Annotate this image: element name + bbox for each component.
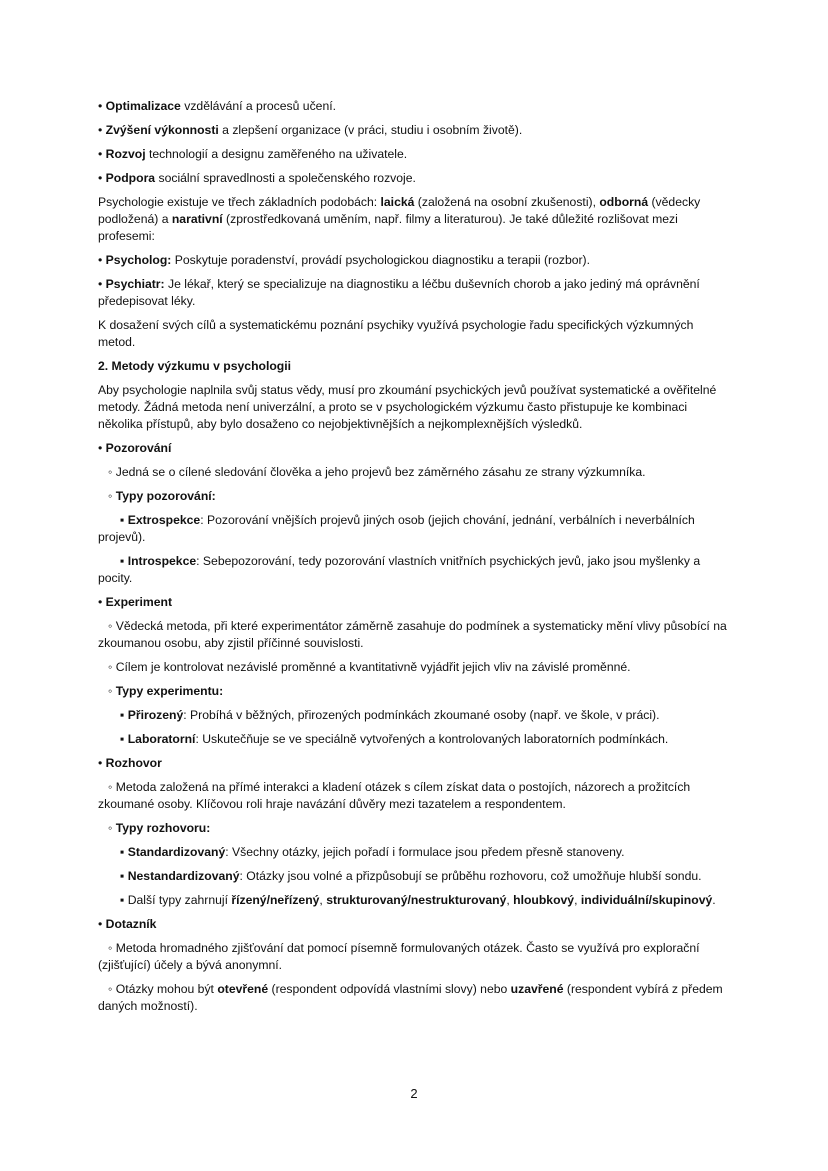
text: Psychologie existuje ve třech základních podobách: xyxy=(98,195,381,209)
bullet-item xyxy=(98,98,730,115)
bold-text: Nestandardizovaný xyxy=(127,869,240,883)
paragraph xyxy=(98,194,730,245)
text: Jedná se o cílené sledování člověka a jeho projevů bez záměrného zásahu ze strany výzkumníka. xyxy=(115,465,646,479)
text: : Probíhá v běžných, přirozených podmínkách zkoumané osoby (např. ve škole, v práci). xyxy=(183,708,660,722)
bullet-marker: ▪ xyxy=(120,893,128,907)
text: Poskytuje poradenství, provádí psychologickou diagnostiku a terapii (rozbor). xyxy=(171,253,591,267)
text: 2. Metody výzkumu v psychologii xyxy=(98,359,292,373)
bullet-marker: • xyxy=(98,123,106,137)
text: (založená na osobní zkušenosti), xyxy=(414,195,600,209)
bullet-marker: • xyxy=(98,756,106,770)
bullet-item xyxy=(98,276,730,310)
text: , xyxy=(574,893,581,907)
bullet-marker: ▪ xyxy=(120,708,128,722)
sub-sub-bullet-item xyxy=(98,844,730,861)
bullet-marker: ◦ xyxy=(108,660,116,674)
text: a zlepšení organizace (v práci, studiu i osobním životě). xyxy=(218,123,523,137)
bullet-marker: • xyxy=(98,171,106,185)
text: Další typy zahrnují xyxy=(127,893,232,907)
sub-bullet-item xyxy=(98,464,730,481)
bold-text: Pozorování xyxy=(105,441,172,455)
bullet-marker: • xyxy=(98,147,106,161)
text: Vědecká metoda, při které experimentátor záměrně zasahuje do podmínek a systematicky mění vlivy působící na zkoumanou osobu, aby zjistil příčinné souvislosti. xyxy=(98,619,727,650)
bold-text: řízený/neřízený xyxy=(231,893,320,907)
bullet-item xyxy=(98,594,730,611)
sub-sub-bullet-item xyxy=(98,868,730,885)
text: Otázky mohou být xyxy=(115,982,218,996)
bold-text: narativní xyxy=(171,212,223,226)
sub-bullet-item xyxy=(98,488,730,505)
bullet-marker: ▪ xyxy=(120,845,128,859)
text: Je lékař, který se specializuje na diagnostiku a léčbu duševních chorob a jako jediný má oprávnění předepisovat léky. xyxy=(98,277,700,308)
bullet-marker: • xyxy=(98,595,106,609)
sub-bullet-item xyxy=(98,683,730,700)
text: , xyxy=(506,893,514,907)
bullet-marker: • xyxy=(98,917,106,931)
sub-bullet-item xyxy=(98,779,730,813)
bullet-marker: ◦ xyxy=(108,465,116,479)
paragraph xyxy=(98,317,730,351)
text: (zprostředkovaná uměním, např. filmy a literaturou). Je také důležité rozlišovat mezi profesemi: xyxy=(98,212,678,243)
bold-text: Introspekce xyxy=(127,554,197,568)
text: (respondent odpovídá vlastními slovy) nebo xyxy=(268,982,511,996)
bold-text: Rozhovor xyxy=(105,756,162,770)
sub-sub-bullet-item xyxy=(98,731,730,748)
bold-text: hloubkový xyxy=(513,893,575,907)
bullet-marker: ▪ xyxy=(120,513,128,527)
bold-text: Standardizovaný xyxy=(127,845,226,859)
sub-bullet-item xyxy=(98,981,730,1015)
text: , xyxy=(319,893,327,907)
text: (vědecky podložená) a xyxy=(98,195,701,226)
bold-text: Psycholog: xyxy=(105,253,172,267)
text: (respondent vybírá z předem daných možností). xyxy=(98,982,723,1013)
bold-text: otevřené xyxy=(217,982,269,996)
section-heading xyxy=(98,358,730,375)
bold-text: individuální/skupinový xyxy=(580,893,713,907)
sub-sub-bullet-item xyxy=(98,892,730,909)
sub-bullet-item xyxy=(98,940,730,974)
sub-sub-bullet-item xyxy=(98,707,730,724)
bullet-item xyxy=(98,122,730,139)
text: sociální spravedlnosti a společenského rozvoje. xyxy=(155,171,416,185)
bold-text: Optimalizace xyxy=(105,99,181,113)
bullet-marker: ▪ xyxy=(120,554,128,568)
text: : Všechny otázky, jejich pořadí i formulace jsou předem přesně stanoveny. xyxy=(225,845,625,859)
bullet-marker: • xyxy=(98,277,106,291)
bold-text: laická xyxy=(380,195,415,209)
bullet-marker: ◦ xyxy=(108,941,116,955)
bullet-marker: • xyxy=(98,441,106,455)
bold-text: Typy experimentu: xyxy=(115,684,224,698)
bullet-marker: • xyxy=(98,99,106,113)
text: Metoda založená na přímé interakci a kladení otázek s cílem získat data o postojích, názorech a prožitcích zkoumané osoby. Klíčovou roli hraje navázání důvěry mezi tazatelem a respondentem. xyxy=(98,780,691,811)
bullet-item xyxy=(98,170,730,187)
bullet-item xyxy=(98,916,730,933)
bullet-item xyxy=(98,755,730,772)
bullet-marker: ◦ xyxy=(108,619,116,633)
text: : Pozorování vnějších projevů jiných osob (jejich chování, jednání, verbálních i neverbálních projevů). xyxy=(98,513,695,544)
text: : Uskutečňuje se ve speciálně vytvořených a kontrolovaných laboratorních podmínkách. xyxy=(195,732,669,746)
bullet-marker: ◦ xyxy=(108,982,116,996)
bold-text: Typy pozorování: xyxy=(115,489,216,503)
bold-text: Extrospekce xyxy=(127,513,201,527)
document-body xyxy=(98,98,730,1022)
text: Aby psychologie naplnila svůj status vědy, musí pro zkoumání psychických jevů používat systematické a ověřitelné metody. Žádná metoda není univerzální, a proto se v psychologickém výzkumu často přistupuje ke kombinaci několika přístupů, aby bylo dosaženo co nejobjektivnějších a nejkomplexnějších výsledků. xyxy=(98,383,717,431)
bold-text: Psychiatr: xyxy=(105,277,165,291)
text: . xyxy=(712,893,716,907)
sub-sub-bullet-item xyxy=(98,553,730,587)
text: technologií a designu zaměřeného na uživatele. xyxy=(145,147,408,161)
sub-sub-bullet-item xyxy=(98,512,730,546)
bullet-marker: ◦ xyxy=(108,684,116,698)
bold-text: strukturovaný/nestrukturovaný xyxy=(326,893,507,907)
bullet-item xyxy=(98,440,730,457)
text: Cílem je kontrolovat nezávislé proměnné a kvantitativně vyjádřit jejich vliv na závislé proměnné. xyxy=(115,660,631,674)
text: : Otázky jsou volné a přizpůsobují se průběhu rozhovoru, což umožňuje hlubší sondu. xyxy=(239,869,702,883)
sub-bullet-item xyxy=(98,618,730,652)
sub-bullet-item xyxy=(98,659,730,676)
text: : Sebepozorování, tedy pozorování vlastních vnitřních psychických jevů, jako jsou myšlenky a pocity. xyxy=(98,554,701,585)
bullet-marker: ◦ xyxy=(108,780,116,794)
bold-text: Rozvoj xyxy=(105,147,146,161)
sub-bullet-item xyxy=(98,820,730,837)
bullet-item xyxy=(98,252,730,269)
bullet-marker: ◦ xyxy=(108,489,116,503)
bullet-marker: ◦ xyxy=(108,821,116,835)
page-number: 2 xyxy=(410,1086,418,1101)
text: vzdělávání a procesů učení. xyxy=(180,99,336,113)
bold-text: uzavřené xyxy=(510,982,564,996)
text: K dosažení svých cílů a systematickému poznání psychiky využívá psychologie řadu specifických výzkumných metod. xyxy=(98,318,694,349)
bullet-marker: ▪ xyxy=(120,732,128,746)
bold-text: Zvýšení výkonnosti xyxy=(105,123,219,137)
bold-text: Přirozený xyxy=(127,708,184,722)
bold-text: Dotazník xyxy=(105,917,157,931)
bullet-item xyxy=(98,146,730,163)
bold-text: Typy rozhovoru: xyxy=(115,821,211,835)
bold-text: Laboratorní xyxy=(127,732,196,746)
bold-text: odborná xyxy=(599,195,649,209)
paragraph xyxy=(98,382,730,433)
bullet-marker: ▪ xyxy=(120,869,128,883)
text: Metoda hromadného zjišťování dat pomocí písemně formulovaných otázek. Často se využívá pro explorační (zjišťující) účely a bývá anonymní. xyxy=(98,941,700,972)
bold-text: Experiment xyxy=(105,595,173,609)
bold-text: Podpora xyxy=(105,171,156,185)
bullet-marker: • xyxy=(98,253,106,267)
